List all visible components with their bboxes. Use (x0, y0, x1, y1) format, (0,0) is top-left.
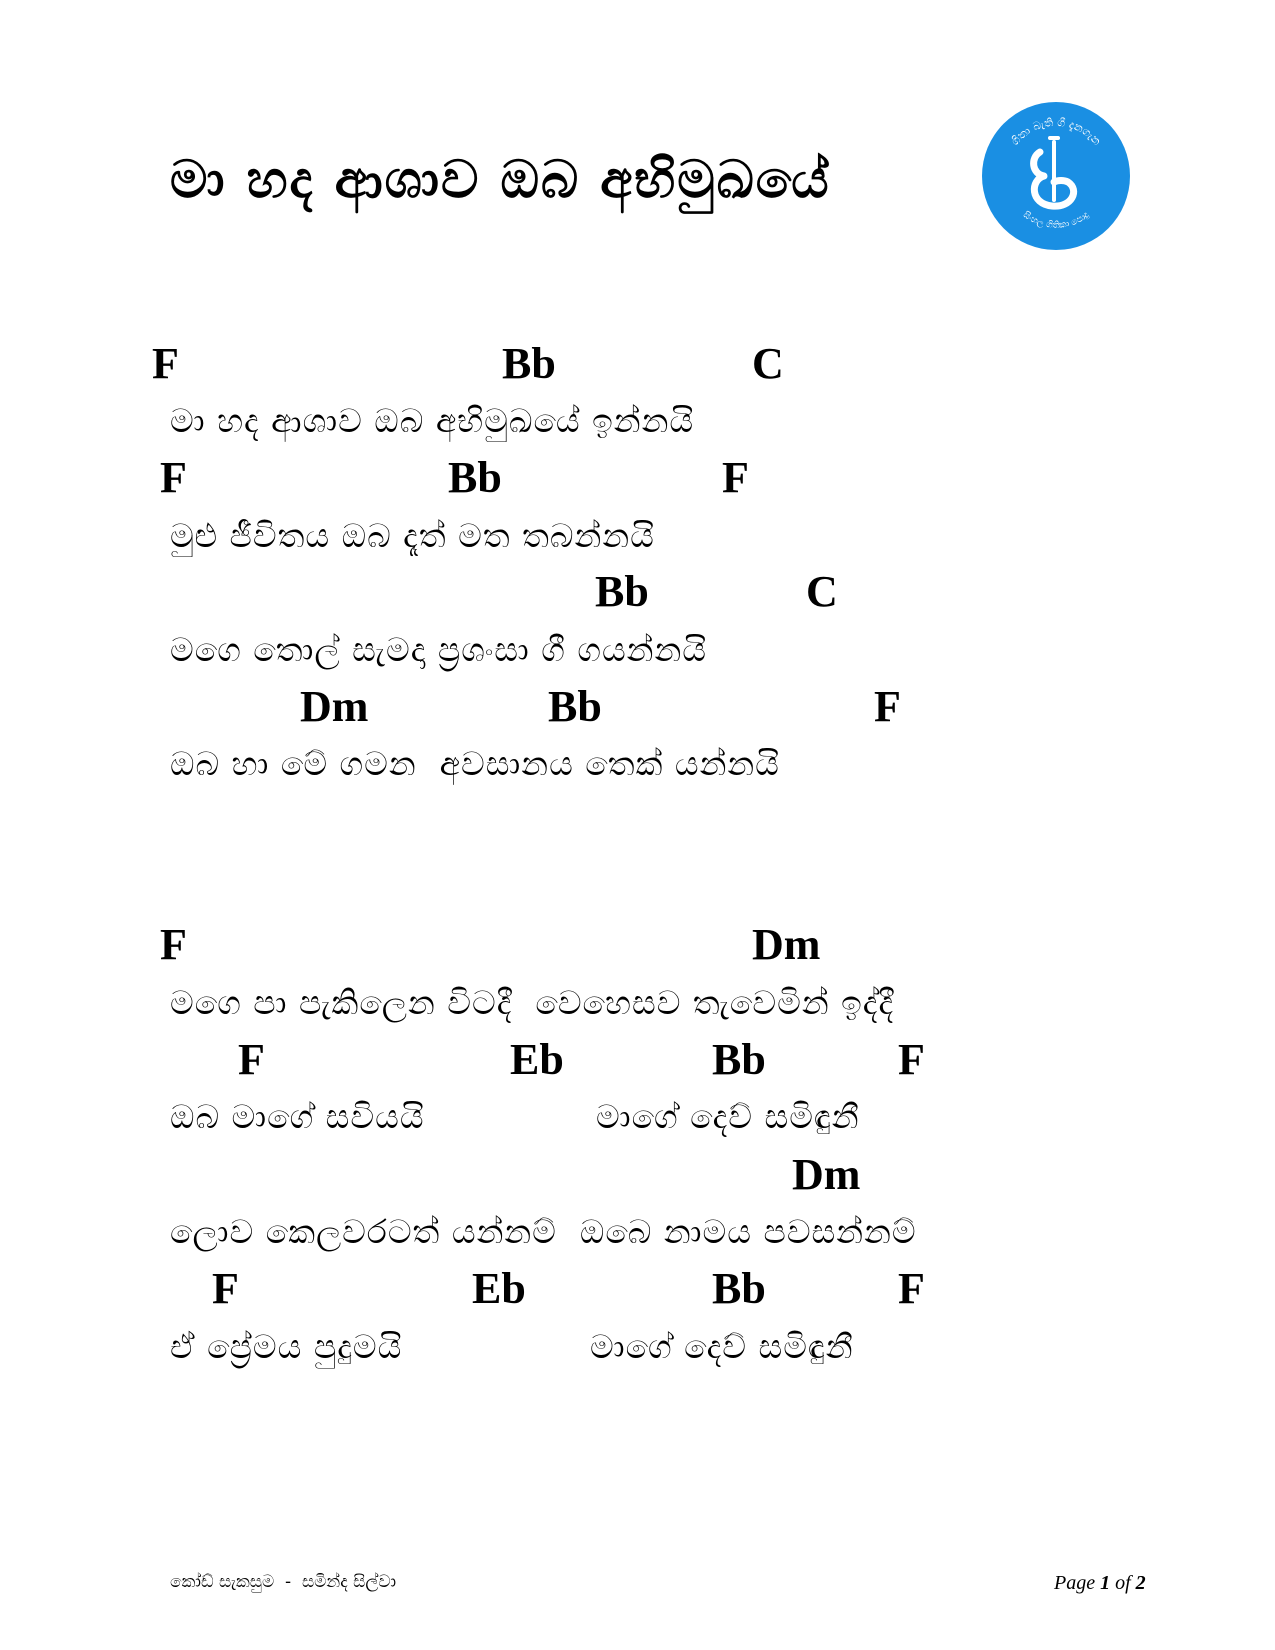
page-of: of (1115, 1572, 1131, 1594)
chord: F (238, 1035, 265, 1084)
chord: C (752, 339, 784, 388)
logo-badge (980, 100, 1132, 252)
chord: Bb (595, 567, 649, 616)
chord: Dm (300, 682, 369, 731)
chord: Bb (548, 682, 602, 731)
logo-top-text: ගිතා බැති ගී දැනගැන (1008, 115, 1104, 148)
lyric-line-part: මාගේ දෙව් සමිඳුනී (590, 1327, 854, 1366)
lyric-line: ලොව කෙලවරටත් යන්නම් ඔබෙ නාමය පවසන්නම් (170, 1212, 917, 1251)
lyric-line: මුළු ජීවිතය ඔබ දෑත් මත තබන්නයි (170, 516, 655, 555)
lyric-line: ඔබ හා මේ ගමන අවසානය තෙක් යන්නයි (170, 744, 780, 783)
chord: Dm (752, 920, 821, 969)
chord: F (160, 920, 187, 969)
lyric-line: මා හද ආශාව ඔබ අභිමුඛයේ ඉන්නයි (170, 401, 695, 440)
chord: Eb (510, 1035, 564, 1084)
chord: F (160, 453, 187, 502)
chord: Dm (792, 1150, 861, 1199)
lyric-line: මගෙ තොල් සැමදා ප්‍රශංසා ගී ගයන්නයි (170, 630, 707, 669)
logo-bottom-text: සිංහල ගිතිකා පොදු (1021, 210, 1092, 231)
lyric-line-part: ඔබ මාගේ සවියයි (170, 1097, 425, 1136)
page-current: 1 (1100, 1572, 1111, 1594)
chord: F (152, 339, 179, 388)
chord: Bb (502, 339, 556, 388)
chord: Bb (448, 453, 502, 502)
chord: Eb (472, 1264, 526, 1313)
lyric-line-part: ඒ ප්‍රේමය පුදුමයි (170, 1327, 403, 1366)
page-word: Page (1054, 1572, 1096, 1594)
page-number (1054, 1572, 1146, 1595)
page-total: 2 (1135, 1572, 1146, 1594)
chord: Bb (712, 1264, 766, 1313)
chord: F (898, 1264, 925, 1313)
chord: F (898, 1035, 925, 1084)
lyric-line: මගෙ පා පැකිලෙන විටදී වෙහෙසව තැවෙමින් ඉද්දී (170, 983, 895, 1022)
chord: F (874, 682, 901, 731)
chord: C (806, 567, 838, 616)
footer-credit: කෝඩ් සැකසුම - සමින්ද සිල්වා (170, 1572, 397, 1592)
chord: F (212, 1264, 239, 1313)
chord: Bb (712, 1035, 766, 1084)
song-title: මා හද ආශාව ඔබ අභිමුඛයේ (170, 150, 831, 210)
chord: F (722, 453, 749, 502)
lyric-line-part: මාගේ දෙව් සමිඳුනී (596, 1097, 860, 1136)
